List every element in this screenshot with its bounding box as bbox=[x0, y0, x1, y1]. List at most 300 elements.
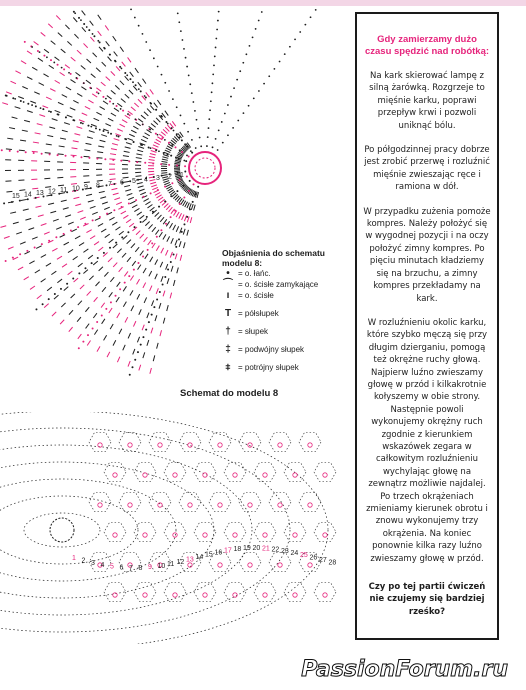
stitch-mark bbox=[15, 107, 21, 109]
doily-cell bbox=[164, 463, 186, 482]
ray-dot bbox=[199, 137, 201, 139]
stitch-mark bbox=[137, 294, 140, 299]
stitch-mark bbox=[136, 179, 142, 180]
stitch-mark bbox=[34, 92, 39, 94]
ray-dot bbox=[258, 20, 260, 22]
stitch-mark bbox=[136, 154, 142, 155]
stitch-mark bbox=[112, 222, 117, 225]
spoke-dot bbox=[164, 276, 166, 278]
doily-ring bbox=[0, 496, 138, 564]
ray-dot bbox=[6, 95, 8, 97]
stitch-mark bbox=[110, 324, 113, 329]
spoke-dot bbox=[170, 216, 172, 218]
spoke-dot bbox=[103, 130, 105, 132]
stitch-mark bbox=[103, 101, 108, 104]
legend-label: = słupek bbox=[238, 327, 269, 336]
stitch-mark bbox=[27, 77, 32, 80]
spoke-dot bbox=[142, 196, 144, 198]
stitch-mark bbox=[127, 138, 133, 140]
ray-dot bbox=[289, 46, 291, 48]
ray-dot bbox=[216, 29, 218, 31]
stitch-mark bbox=[83, 249, 88, 252]
spoke-dot bbox=[122, 110, 124, 112]
ray-dot bbox=[268, 75, 270, 77]
stitch-mark bbox=[87, 291, 91, 295]
stitch-mark bbox=[147, 204, 152, 207]
stitch-mark bbox=[18, 267, 23, 270]
stitch-mark bbox=[90, 37, 94, 42]
spoke-dot bbox=[181, 151, 183, 153]
ray-dot bbox=[112, 103, 114, 105]
stitch-mark bbox=[79, 243, 84, 246]
spoke-dot bbox=[185, 160, 187, 162]
ray-dot bbox=[171, 144, 173, 146]
ray-dot bbox=[80, 19, 82, 21]
row-number: 10 bbox=[72, 185, 80, 193]
ray-dot bbox=[138, 25, 140, 27]
ray-dot bbox=[182, 39, 184, 41]
spoke-dot bbox=[183, 185, 185, 187]
stitch-mark bbox=[162, 159, 168, 160]
pink-petal bbox=[128, 443, 132, 447]
stitch-mark bbox=[139, 365, 141, 371]
stitch-mark bbox=[52, 119, 58, 121]
ray-dot bbox=[221, 121, 223, 123]
ray-dot bbox=[179, 149, 181, 151]
spoke-dot bbox=[41, 243, 43, 245]
doily-cell bbox=[299, 433, 321, 452]
doily-cell bbox=[104, 463, 126, 482]
stitch-mark bbox=[137, 279, 140, 284]
spoke-dot bbox=[25, 151, 27, 153]
stitch-mark bbox=[170, 123, 174, 128]
stitch-mark bbox=[57, 256, 62, 259]
spoke-dot bbox=[145, 329, 147, 331]
stitch-mark bbox=[153, 355, 155, 361]
stitch-mark bbox=[134, 208, 139, 211]
spoke-dot bbox=[186, 175, 188, 177]
ray-dot bbox=[184, 143, 186, 145]
stitch-mark bbox=[145, 222, 149, 226]
stitch-mark bbox=[93, 53, 97, 57]
stitch-mark bbox=[116, 297, 119, 302]
stitch-mark bbox=[78, 263, 83, 267]
stitch-number: 6 bbox=[119, 564, 124, 572]
stitch-mark bbox=[65, 25, 69, 29]
stitch-mark bbox=[58, 185, 64, 186]
stitch-mark bbox=[166, 250, 168, 255]
half-double-symbol-icon: T bbox=[224, 308, 232, 319]
stitch-mark bbox=[107, 96, 112, 100]
pink-petal bbox=[158, 443, 162, 447]
spoke-dot bbox=[110, 301, 112, 303]
ray-dot bbox=[208, 127, 210, 129]
spoke-dot bbox=[96, 158, 98, 160]
doily-cell bbox=[194, 583, 216, 602]
spoke-dot bbox=[128, 202, 130, 204]
stitch-mark bbox=[100, 140, 106, 142]
ray-dot bbox=[191, 92, 193, 94]
ray-dot bbox=[176, 106, 178, 108]
stitch-mark bbox=[156, 195, 161, 198]
spoke-dot bbox=[164, 186, 166, 188]
stitch-mark bbox=[160, 262, 162, 267]
stitch-mark bbox=[177, 267, 179, 273]
stitch-mark bbox=[30, 286, 35, 289]
stitch-mark bbox=[71, 229, 76, 232]
ray-dot bbox=[227, 104, 229, 106]
spoke-dot bbox=[87, 334, 89, 336]
spoke-dot bbox=[183, 196, 185, 198]
ray-dot bbox=[207, 136, 209, 138]
stitch-mark bbox=[149, 160, 155, 161]
spoke-dot bbox=[48, 298, 50, 300]
ray-dot bbox=[213, 64, 215, 66]
stitch-mark bbox=[121, 211, 126, 214]
ray-dot bbox=[232, 127, 234, 129]
legend-row bbox=[222, 269, 352, 279]
spoke-dot bbox=[189, 208, 191, 210]
stitch-mark bbox=[115, 85, 119, 89]
ray-dot bbox=[73, 120, 75, 122]
pink-petal bbox=[263, 473, 267, 477]
ray-dot bbox=[40, 107, 42, 109]
ray-dot bbox=[92, 33, 94, 35]
stitch-mark bbox=[89, 276, 93, 280]
stitch-mark bbox=[98, 31, 102, 36]
stitch-mark bbox=[100, 197, 106, 199]
legend-label: = o. łańc. bbox=[238, 269, 271, 278]
pink-petal bbox=[158, 503, 162, 507]
stitch-mark bbox=[128, 361, 130, 367]
spoke-dot bbox=[137, 179, 139, 181]
pink-petal bbox=[248, 563, 252, 567]
panel-paragraph: Po półgodzinnej pracy dobrze jest zrobić przerwę i rozluźnić mięśnie zwieszając ręce i ramiona w dół. bbox=[364, 145, 490, 193]
stitch-mark bbox=[21, 199, 27, 200]
stitch-mark bbox=[6, 92, 12, 94]
ray-dot bbox=[215, 138, 217, 140]
pink-petal bbox=[323, 533, 327, 537]
spoke-dot bbox=[174, 210, 176, 212]
stitch-mark bbox=[55, 110, 61, 112]
stitch-mark bbox=[41, 279, 46, 282]
stitch-mark bbox=[133, 126, 138, 129]
doily-cell bbox=[224, 463, 246, 482]
stitch-mark bbox=[32, 188, 38, 189]
stitch-mark bbox=[145, 133, 150, 136]
stitch-mark bbox=[94, 330, 97, 335]
spoke-dot bbox=[176, 165, 178, 167]
stitch-mark bbox=[47, 287, 52, 291]
stitch-mark bbox=[56, 16, 60, 20]
doily-cell bbox=[134, 583, 156, 602]
ray-dot bbox=[57, 113, 59, 115]
pink-petal bbox=[188, 503, 192, 507]
stitch-mark bbox=[50, 211, 56, 213]
stitch-mark bbox=[143, 283, 146, 288]
stitch-mark bbox=[122, 253, 126, 257]
stitch-mark bbox=[88, 200, 94, 202]
doily-cell bbox=[314, 463, 336, 482]
spoke-dot bbox=[160, 229, 162, 231]
stitch-mark bbox=[109, 217, 114, 220]
stitch-mark bbox=[159, 134, 164, 138]
stitch-mark bbox=[35, 270, 40, 273]
doily-cell bbox=[89, 493, 111, 512]
stitch-mark bbox=[95, 218, 100, 221]
spoke-dot bbox=[80, 156, 82, 158]
stitch-mark bbox=[131, 244, 135, 248]
ray-dot bbox=[192, 101, 194, 103]
stitch-mark bbox=[150, 153, 156, 155]
spoke-dot bbox=[192, 201, 194, 203]
ray-dot bbox=[236, 79, 238, 81]
stitch-mark bbox=[165, 127, 169, 131]
stitch-mark bbox=[138, 82, 142, 87]
stitch-mark bbox=[27, 51, 32, 54]
doily-cell bbox=[254, 523, 276, 542]
stitch-number: 15 bbox=[205, 551, 213, 559]
stitch-number: 13 bbox=[186, 556, 194, 564]
stitch-mark bbox=[156, 139, 161, 142]
ray-dot bbox=[141, 144, 143, 146]
stitch-mark bbox=[81, 87, 86, 90]
spoke-dot bbox=[147, 249, 149, 251]
doily-cell bbox=[89, 433, 111, 452]
stitch-number: 9 bbox=[148, 564, 152, 572]
stitch-number: 26 bbox=[309, 554, 318, 562]
spoke-dot bbox=[92, 219, 94, 221]
pink-petal bbox=[218, 443, 222, 447]
spoke-dot bbox=[27, 198, 29, 200]
stitch-number: 7 bbox=[129, 564, 133, 572]
doily-cell bbox=[299, 493, 321, 512]
stitch-mark bbox=[138, 186, 144, 188]
stitch-mark bbox=[167, 125, 171, 130]
spoke-dot bbox=[70, 73, 72, 75]
spoke-dot bbox=[179, 179, 181, 181]
spoke-dot bbox=[1, 149, 3, 151]
stitch-mark bbox=[98, 247, 103, 251]
stitch-mark bbox=[65, 215, 71, 217]
stitch-mark bbox=[133, 349, 135, 355]
doily-cell bbox=[239, 493, 261, 512]
doily-ring bbox=[0, 428, 290, 632]
stitch-mark bbox=[149, 271, 152, 276]
legend-label: = podwójny słupek bbox=[238, 345, 305, 354]
stitch-mark bbox=[164, 203, 168, 207]
ray-dot bbox=[279, 61, 281, 63]
ray-dot bbox=[97, 40, 99, 42]
ray-dot bbox=[194, 110, 196, 112]
stitch-mark bbox=[68, 222, 74, 224]
spoke-dot bbox=[50, 111, 52, 113]
ray-dot bbox=[48, 110, 50, 112]
ray-dot bbox=[157, 66, 159, 68]
legend-title-1: Objaśnienia do schematu bbox=[222, 248, 325, 258]
stitch-mark bbox=[86, 324, 90, 329]
stitch-mark bbox=[74, 34, 78, 38]
ray-dot bbox=[134, 17, 136, 19]
stitch-mark bbox=[155, 212, 159, 216]
stitch-mark bbox=[134, 103, 138, 107]
stitch-mark bbox=[163, 181, 169, 183]
spoke-dot bbox=[17, 151, 19, 153]
stitch-number: 18 bbox=[233, 546, 242, 554]
stitch-mark bbox=[15, 71, 20, 74]
ray-dot bbox=[212, 146, 214, 148]
stitch-mark bbox=[144, 297, 146, 302]
doily-cell bbox=[269, 493, 291, 512]
stitch-mark bbox=[109, 159, 115, 160]
stitch-mark bbox=[41, 255, 46, 258]
spoke-dot bbox=[161, 137, 163, 139]
stitch-number: 11 bbox=[167, 560, 175, 568]
doily-cell bbox=[149, 493, 171, 512]
stitch-mark bbox=[137, 183, 143, 184]
stitch-mark bbox=[102, 202, 108, 204]
stitch-mark bbox=[55, 57, 60, 61]
spoke-dot bbox=[140, 221, 142, 223]
spoke-dot bbox=[118, 136, 120, 138]
stitch-mark bbox=[83, 270, 88, 274]
stitch-mark bbox=[72, 148, 78, 149]
pink-petal bbox=[173, 473, 177, 477]
stitch-mark bbox=[84, 182, 90, 183]
spoke-dot bbox=[191, 152, 193, 154]
spoke-dot bbox=[109, 100, 111, 102]
stitch-mark bbox=[123, 286, 126, 291]
stitch-mark bbox=[90, 206, 96, 208]
doily-cell bbox=[209, 493, 231, 512]
stitch-mark bbox=[70, 108, 75, 110]
stitch-mark bbox=[114, 52, 118, 57]
chain-symbol-icon: • bbox=[226, 268, 230, 279]
stitch-mark bbox=[25, 218, 31, 220]
stitch-mark bbox=[151, 185, 157, 187]
stitch-mark bbox=[71, 294, 75, 298]
stitch-mark bbox=[162, 157, 168, 159]
stitch-mark bbox=[84, 43, 88, 47]
stitch-mark bbox=[117, 103, 122, 107]
stitch-mark bbox=[159, 232, 162, 237]
ray-dot bbox=[31, 104, 33, 106]
ray-dot bbox=[167, 123, 169, 125]
stitch-mark bbox=[99, 47, 103, 52]
ray-dot bbox=[178, 21, 180, 23]
stitch-mark bbox=[125, 94, 129, 98]
stitch-mark bbox=[86, 143, 92, 144]
stitch-mark bbox=[169, 223, 172, 228]
doily-cell bbox=[314, 523, 336, 542]
stitch-mark bbox=[59, 146, 65, 147]
stitch-mark bbox=[125, 76, 129, 81]
stitch-mark bbox=[67, 115, 73, 117]
ray-dot bbox=[284, 53, 286, 55]
ray-dot bbox=[196, 119, 198, 121]
stitch-mark bbox=[141, 139, 146, 141]
spoke-dot bbox=[156, 299, 158, 301]
spoke-dot bbox=[134, 226, 136, 228]
stitch-mark bbox=[60, 138, 66, 139]
stitch-mark bbox=[78, 211, 84, 213]
ray-dot bbox=[116, 135, 118, 137]
stitch-mark bbox=[60, 72, 65, 75]
stitch-number: 20 bbox=[252, 545, 261, 553]
ray-dot bbox=[195, 147, 197, 149]
ray-dot bbox=[209, 109, 211, 111]
stitch-mark bbox=[20, 242, 26, 244]
doily-cell bbox=[254, 463, 276, 482]
stitch-mark bbox=[99, 191, 105, 192]
watermark-logo: PassionForum.ru bbox=[301, 657, 508, 682]
stitch-mark bbox=[32, 237, 38, 239]
stitch-mark bbox=[90, 21, 94, 26]
spoke-dot bbox=[113, 209, 115, 211]
spoke-dot bbox=[193, 183, 195, 185]
ray-dot bbox=[127, 113, 129, 115]
spoke-dot bbox=[33, 152, 35, 154]
panel-closing: Czy po tej partii ćwiczeń nie czujemy się bardziej rześko? bbox=[368, 582, 486, 617]
spoke-dot bbox=[151, 242, 153, 244]
stitch-mark bbox=[39, 83, 44, 86]
legend-row bbox=[222, 327, 352, 337]
spoke-dot bbox=[186, 216, 188, 218]
stitch-mark bbox=[143, 268, 146, 273]
ray-dot bbox=[130, 8, 132, 10]
stitch-mark bbox=[152, 300, 154, 306]
stitch-mark bbox=[48, 203, 54, 204]
spoke-dot bbox=[150, 192, 152, 194]
spoke-dot bbox=[175, 146, 177, 148]
stitch-mark bbox=[158, 197, 163, 200]
spoke-dot bbox=[57, 64, 59, 66]
stitch-mark bbox=[86, 194, 92, 195]
stitch-mark bbox=[93, 261, 98, 265]
stitch-mark bbox=[49, 65, 54, 68]
stitch-mark bbox=[129, 134, 134, 136]
spoke-dot bbox=[168, 142, 170, 144]
spoke-dot bbox=[78, 272, 80, 274]
ray-dot bbox=[211, 91, 213, 93]
stitch-mark bbox=[133, 86, 137, 91]
spoke-dot bbox=[63, 233, 65, 235]
stitch-mark bbox=[140, 234, 144, 238]
stitch-mark bbox=[150, 182, 156, 184]
ray-dot bbox=[132, 81, 134, 83]
stitch-mark bbox=[136, 158, 142, 159]
stitch-mark bbox=[147, 340, 149, 346]
pink-petal bbox=[278, 443, 282, 447]
stitch-mark bbox=[109, 308, 112, 313]
stitch-mark bbox=[85, 307, 89, 312]
stitch-mark bbox=[104, 272, 108, 276]
stitch-mark bbox=[130, 290, 133, 295]
stitch-mark bbox=[194, 205, 196, 211]
spoke-dot bbox=[129, 180, 131, 182]
stitch-mark bbox=[131, 130, 136, 133]
spoke-dot bbox=[104, 158, 106, 160]
panel-paragraph: Na kark skierować lampę z silną żarówką. Rozgrzeje to mięśnie karku, poprawi przepływ krwi i pozwoli uniknąć bólu. bbox=[369, 71, 485, 131]
stitch-mark bbox=[155, 192, 160, 195]
stitch-mark bbox=[46, 263, 51, 266]
spoke-dot bbox=[135, 199, 137, 201]
spoke-dot bbox=[148, 321, 150, 323]
stitch-mark bbox=[191, 204, 193, 210]
spoke-dot bbox=[120, 160, 122, 162]
stitch-mark bbox=[157, 100, 160, 105]
center-ring bbox=[189, 152, 221, 184]
